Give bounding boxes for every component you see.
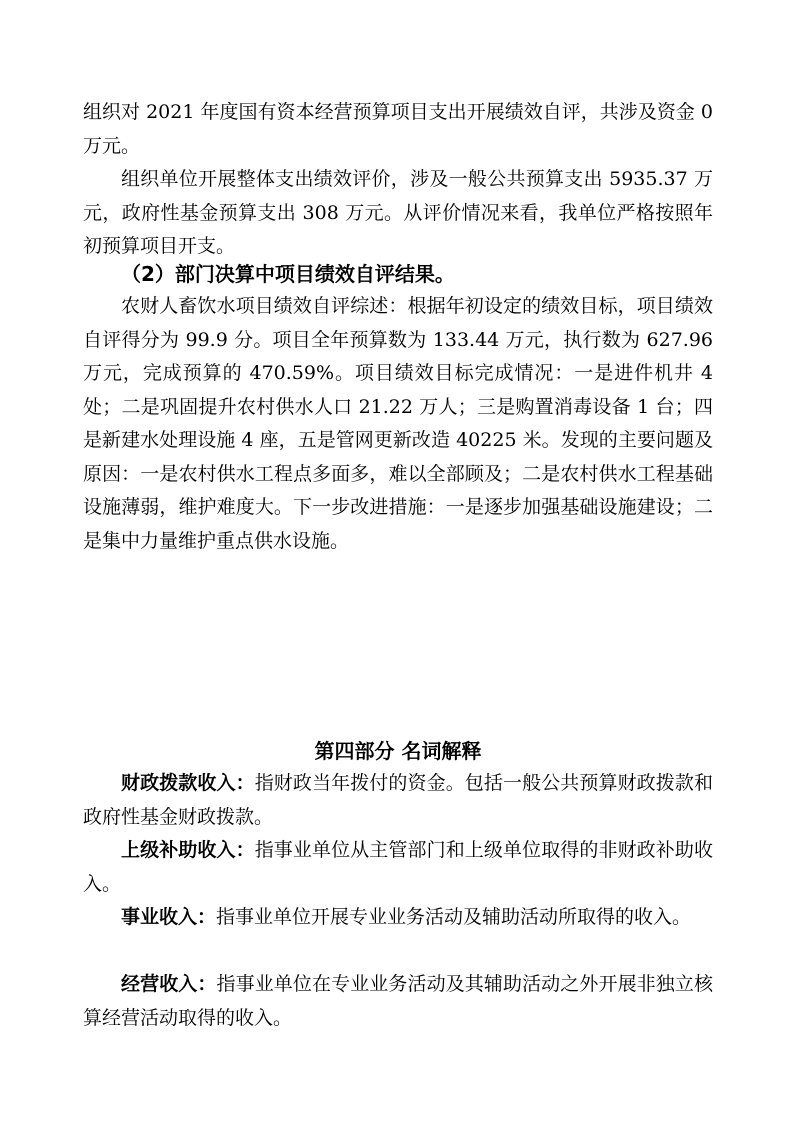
glossary-entry-operating-income <box>83 968 713 1035</box>
glossary-term: 上级补助收入： <box>121 839 255 861</box>
glossary-term: 事业收入： <box>121 906 217 928</box>
glossary-entry-higher-level-subsidy <box>83 834 713 901</box>
glossary-term: 经营收入： <box>121 973 217 995</box>
subheading-project-self-evaluation-results: （2）部门决算中项目绩效自评结果。 <box>121 262 455 286</box>
paragraph-drinking-water-project-summary: 农财人畜饮水项目绩效自评综述：根据年初设定的绩效目标，项目绩效自评得分为 99.9 分。项目全年预算数为 133.44 万元，执行数为 627.96 万元，完成预算的 470.59%。项目绩效目标完成情况：一是进件机井 4 处；二是巩固提升农村供水人口 21.22 万人；三是购置消毒设备 1 台；四是新建水处理设施 4 座，五是管网更新改造 40225 米。发现的主要问题及原因：一是农村供水工程点多面多，难以全部顾及；二是农村供水工程基础设施薄弱，维护难度大。下一步改进措施：一是逐步加强基础设施建设；二是集中力量维护重点供水设施。 <box>83 295 713 552</box>
glossary-term: 财政拨款收入： <box>121 772 255 794</box>
glossary-entry-fiscal-appropriation <box>83 767 713 834</box>
section-title-glossary: 第四部分 名词解释 <box>314 739 482 763</box>
glossary-definition: 指事业单位从主管部门和上级单位取得的非财政补助收入。 <box>83 839 713 895</box>
paragraph-overall-expenditure-evaluation: 组织单位开展整体支出绩效评价，涉及一般公共预算支出 5935.37 万元，政府性基金预算支出 308 万元。从评价情况来看，我单位严格按照年初预算项目开支。 <box>83 168 713 257</box>
glossary-definition: 指事业单位开展专业业务活动及辅助活动所取得的收入。 <box>216 906 692 928</box>
glossary-definition: 指财政当年拨付的资金。包括一般公共预算财政拨款和政府性基金财政拨款。 <box>83 772 713 828</box>
glossary-definition: 指事业单位在专业业务活动及其辅助活动之外开展非独立核算经营活动取得的收入。 <box>83 973 713 1029</box>
glossary-entry-business-income <box>83 901 713 935</box>
paragraph-state-capital-self-evaluation: 组织对 2021 年度国有资本经营预算项目支出开展绩效自评，共涉及资金 0 万元。 <box>83 101 713 157</box>
